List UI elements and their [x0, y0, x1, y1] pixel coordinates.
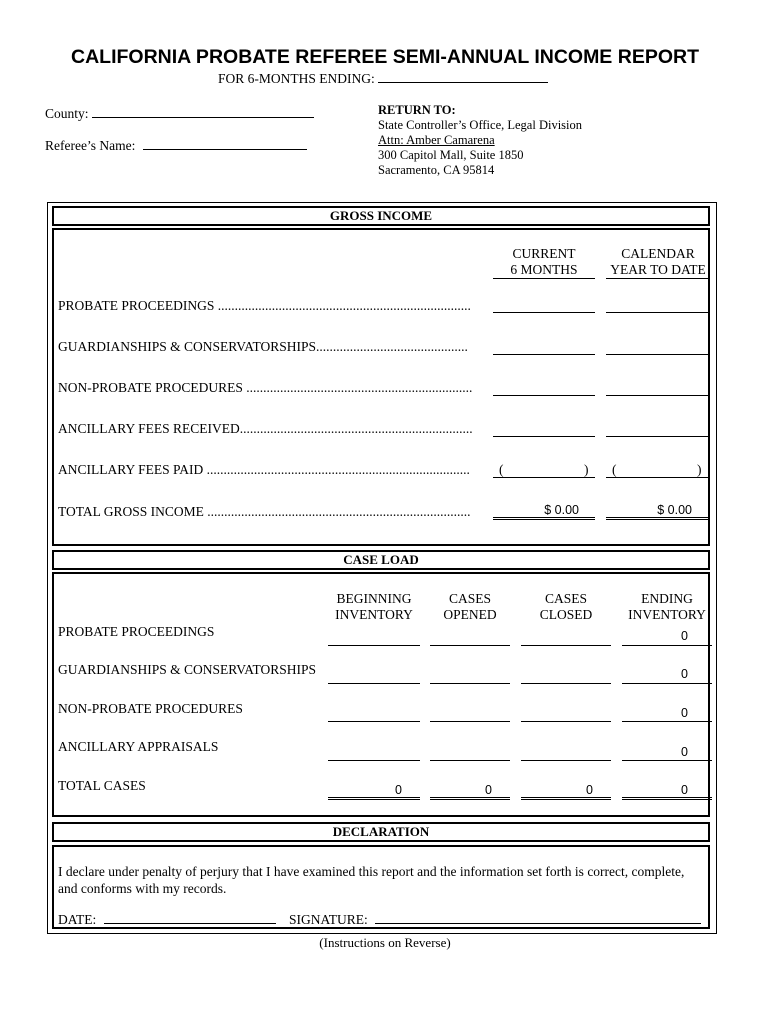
- gross-col-current-rule: [493, 278, 595, 279]
- case-col-opened-line2: OPENED: [443, 607, 497, 622]
- paren-open-current: (: [499, 462, 504, 477]
- case-guardianships-opened-field[interactable]: [430, 683, 510, 684]
- signature-field[interactable]: [375, 911, 701, 924]
- case-ancillary-ending-rule: [622, 760, 712, 761]
- case-probate-ending-rule: [622, 645, 712, 646]
- gross-col-current-header: [493, 246, 595, 278]
- gross-row-probate-label: PROBATE PROCEEDINGS ...........................................................................: [58, 298, 471, 313]
- referee-row: [45, 137, 307, 154]
- case-row-nonprobate-label: NON-PROBATE PROCEDURES: [58, 701, 243, 716]
- months-ending-field[interactable]: [378, 70, 548, 83]
- referee-field[interactable]: [143, 137, 307, 150]
- declaration-text: [58, 863, 706, 897]
- gross-ancillary-paid-current-field[interactable]: [493, 477, 595, 478]
- months-ending-label: FOR 6-MONTHS ENDING:: [218, 71, 375, 86]
- declaration-text-line1: I declare under penalty of perjury that I have examined this report and the information set forth is correct, complete,: [58, 864, 685, 879]
- case-total-beginning-value: 0: [395, 783, 402, 797]
- county-label: County:: [45, 106, 89, 121]
- instructions-note: (Instructions on Reverse): [319, 935, 451, 950]
- case-probate-closed-field[interactable]: [521, 645, 611, 646]
- gross-guardianships-ytd-field[interactable]: [606, 354, 710, 355]
- case-total-opened-rule: [430, 797, 510, 800]
- gross-ancillary-received-ytd-field[interactable]: [606, 436, 710, 437]
- months-ending-row: [218, 70, 548, 87]
- gross-ancillary-paid-ytd-field[interactable]: [606, 477, 710, 478]
- signature-label: SIGNATURE:: [289, 912, 368, 927]
- county-row: [45, 105, 314, 122]
- case-total-ending-value: 0: [681, 783, 688, 797]
- case-row-total-label: TOTAL CASES: [58, 778, 146, 793]
- gross-row-ancillary-paid-label: ANCILLARY FEES PAID ..............................................................................: [58, 462, 470, 477]
- return-to-line1: State Controller’s Office, Legal Division: [378, 118, 583, 132]
- case-ancillary-ending-value: 0: [681, 745, 688, 759]
- case-total-beginning-rule: [328, 797, 420, 800]
- return-to-block: [378, 103, 582, 178]
- form-title: CALIFORNIA PROBATE REFEREE SEMI-ANNUAL INCOME REPORT: [71, 46, 699, 68]
- paren-open-ytd: (: [612, 462, 617, 477]
- case-load-header: CASE LOAD: [52, 550, 710, 570]
- case-col-closed-line1: CASES: [544, 591, 588, 606]
- gross-probate-current-field[interactable]: [493, 312, 595, 313]
- case-probate-opened-field[interactable]: [430, 645, 510, 646]
- case-col-opened-line1: CASES: [448, 591, 492, 606]
- county-field[interactable]: [92, 105, 314, 118]
- gross-total-current-rule: [493, 517, 595, 520]
- gross-col-current-line1: CURRENT: [512, 246, 576, 261]
- case-row-guardianships-label: GUARDIANSHIPS & CONSERVATORSHIPS: [58, 662, 316, 677]
- gross-col-current-line2: 6 MONTHS: [510, 262, 578, 277]
- case-nonprobate-ending-value: 0: [681, 706, 688, 720]
- case-total-opened-value: 0: [485, 783, 492, 797]
- gross-row-guardianships-label: GUARDIANSHIPS & CONSERVATORSHIPS.............................................: [58, 339, 468, 354]
- case-col-opened-header: [430, 591, 510, 623]
- case-total-closed-value: 0: [586, 783, 593, 797]
- gross-ancillary-received-current-field[interactable]: [493, 436, 595, 437]
- case-col-ending-line1: ENDING: [641, 591, 693, 606]
- case-col-closed-header: [521, 591, 611, 623]
- paren-close-ytd: ): [697, 462, 702, 477]
- case-nonprobate-ending-rule: [622, 721, 712, 722]
- case-guardianships-ending-rule: [622, 683, 712, 684]
- date-label: DATE:: [58, 912, 97, 927]
- date-field[interactable]: [104, 911, 276, 924]
- gross-nonprobate-current-field[interactable]: [493, 395, 595, 396]
- case-nonprobate-opened-field[interactable]: [430, 721, 510, 722]
- date-row: [58, 911, 276, 928]
- case-ancillary-beginning-field[interactable]: [328, 760, 420, 761]
- case-col-closed-line2: CLOSED: [539, 607, 593, 622]
- return-to-line2: Attn: Amber Camarena: [378, 133, 495, 147]
- case-total-ending-rule: [622, 797, 712, 800]
- case-nonprobate-beginning-field[interactable]: [328, 721, 420, 722]
- case-col-beginning-line1: BEGINNING: [336, 591, 412, 606]
- return-to-heading: RETURN TO:: [378, 103, 456, 117]
- case-guardianships-closed-field[interactable]: [521, 683, 611, 684]
- return-to-line3: 300 Capitol Mall, Suite 1850: [378, 148, 524, 162]
- case-ancillary-closed-field[interactable]: [521, 760, 611, 761]
- case-probate-ending-value: 0: [681, 629, 688, 643]
- gross-col-ytd-line2: YEAR TO DATE: [610, 262, 706, 277]
- gross-total-ytd-value: $ 0.00: [657, 503, 692, 517]
- gross-col-ytd-header: [606, 246, 710, 278]
- gross-row-nonprobate-label: NON-PROBATE PROCEDURES ...................................................................: [58, 380, 473, 395]
- declaration-header: DECLARATION: [52, 822, 710, 842]
- gross-total-ytd-rule: [606, 517, 710, 520]
- case-row-ancillary-label: ANCILLARY APPRAISALS: [58, 739, 219, 754]
- declaration-text-line2: and conforms with my records.: [58, 881, 227, 896]
- signature-row: [289, 911, 701, 928]
- gross-col-ytd-rule: [606, 278, 710, 279]
- paren-close-current: ): [584, 462, 589, 477]
- case-guardianships-ending-value: 0: [681, 667, 688, 681]
- case-row-probate-label: PROBATE PROCEEDINGS: [58, 624, 215, 639]
- gross-guardianships-current-field[interactable]: [493, 354, 595, 355]
- gross-income-header: GROSS INCOME: [52, 206, 710, 226]
- case-col-beginning-line2: INVENTORY: [335, 607, 413, 622]
- case-nonprobate-closed-field[interactable]: [521, 721, 611, 722]
- case-col-ending-header: [622, 591, 712, 623]
- case-col-ending-line2: INVENTORY: [628, 607, 706, 622]
- case-col-beginning-header: [328, 591, 420, 623]
- gross-row-total-label: TOTAL GROSS INCOME ..............................................................................: [58, 504, 471, 519]
- case-guardianships-beginning-field[interactable]: [328, 683, 420, 684]
- gross-nonprobate-ytd-field[interactable]: [606, 395, 710, 396]
- gross-col-ytd-line1: CALENDAR: [621, 246, 695, 261]
- referee-label: Referee’s Name:: [45, 138, 136, 153]
- case-probate-beginning-field[interactable]: [328, 645, 420, 646]
- gross-total-current-value: $ 0.00: [544, 503, 579, 517]
- gross-row-ancillary-received-label: ANCILLARY FEES RECEIVED.....................................................................: [58, 421, 473, 436]
- case-total-closed-rule: [521, 797, 611, 800]
- case-ancillary-opened-field[interactable]: [430, 760, 510, 761]
- return-to-line4: Sacramento, CA 95814: [378, 163, 495, 177]
- gross-probate-ytd-field[interactable]: [606, 312, 710, 313]
